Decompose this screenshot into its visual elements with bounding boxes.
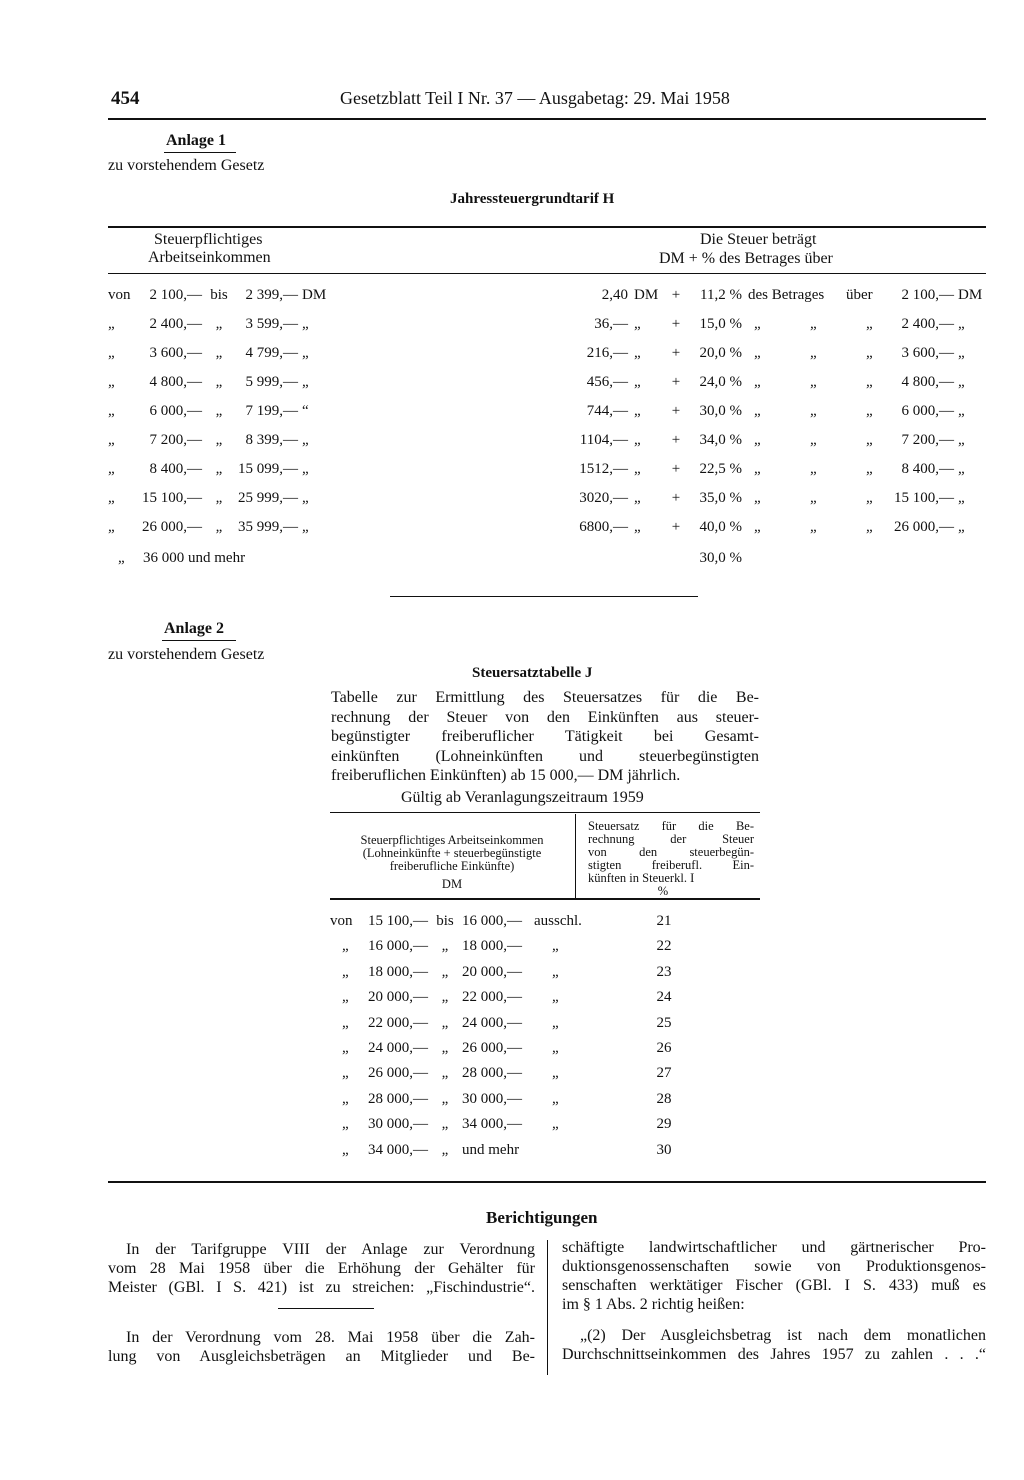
berichtigung-left-p2 [108, 1328, 535, 1366]
tarif-h-cell-q2: „ [810, 490, 817, 506]
tarif-h-cell-to: 2 399,— [245, 287, 298, 303]
anlage2-title: Anlage 2 [164, 620, 224, 637]
tarif-h-cell-over: 15 100,— [894, 490, 954, 506]
table-j-top-rule [330, 812, 760, 813]
tarif-h-cell-pre: „ [108, 374, 115, 390]
tarif-h-cell-to: 3 599,— [245, 316, 298, 332]
steuersatz-j-cell-tail: „ [552, 1014, 559, 1031]
anlage2-description [331, 688, 759, 786]
text-line: In der Tarifgruppe VIII der Anlage zur Verordnung [126, 1241, 535, 1258]
tarif-h-cell-over: 26 000,— [894, 519, 954, 535]
steuersatz-j-cell-rate: 21 [656, 913, 672, 929]
tarif-h-cell-base: 6800,— [579, 519, 628, 535]
tarif-h-cell-q3: „ [866, 461, 873, 477]
steuersatz-j-cell-tail: „ [552, 938, 559, 955]
col-head-line: (Lohneinkünfte + steuerbegünstigte [362, 846, 542, 860]
steuersatz-j-cell-from: 20 000,— [368, 989, 428, 1006]
steuersatz-j-cell-from: 30 000,— [368, 1116, 428, 1133]
tarif-h-cell-pre: „ [108, 345, 115, 361]
tarif-h-cell-to: 15 099,— [238, 461, 298, 477]
tarif-h-cell-unit: „ [302, 316, 309, 332]
tarif-h-cell-from: 4 800,— [149, 374, 202, 390]
tarif-h-cell-base: 744,— [586, 403, 628, 419]
steuersatz-j-cell-pre: „ [342, 1014, 349, 1031]
steuersatz-j-cell-pre: von [330, 913, 353, 929]
col-head-line: Steuerpflichtiges Arbeitseinkommen [360, 833, 544, 847]
tarif-h-cell-sep: „ [215, 345, 223, 361]
tarif-h-cell-pre: „ [108, 519, 115, 535]
tarif-h-cell-plus: + [671, 345, 681, 361]
text-line: Durchschnittseinkommen des Jahres 1957 zu zahlen . . .“ [562, 1346, 986, 1363]
col-head-line: DM [441, 877, 463, 891]
tarif-h-cell-from: 2 400,— [149, 316, 202, 332]
tarif-h-cell-pct: 30,0 % [699, 403, 742, 419]
steuersatz-j-cell-from: 16 000,— [368, 938, 428, 955]
description-line: Tabelle zur Ermittlung des Steuersatzes für die Be- [331, 689, 759, 706]
tarif-h-cell-ounit: „ [958, 374, 965, 390]
steuersatz-j-cell-rate: 30 [656, 1141, 672, 1158]
tarif-h-cell-unit: „ [302, 519, 309, 535]
tarif-h-cell-from: 26 000,— [142, 519, 202, 535]
tarif-h-cell-q3: „ [866, 374, 873, 390]
tarif-h-cell-plus: + [671, 461, 681, 477]
tarif-h-cell-unit: „ [302, 374, 309, 390]
steuersatz-j-cell-rate: 22 [656, 938, 672, 955]
steuersatz-j-cell-tail: „ [552, 1040, 559, 1056]
tarif-h-cell-q2: „ [810, 403, 817, 419]
berichtigungen-title: Berichtigungen [486, 1208, 598, 1227]
steuersatz-j-cell-to: 34 000,— [462, 1116, 522, 1133]
steuersatz-j-cell-rate: 26 [656, 1040, 672, 1056]
steuersatz-j-cell-sep: „ [441, 1014, 449, 1031]
steuersatz-j-cell-pre: „ [342, 989, 349, 1006]
text-line: senschaften werktätiger Fischer (GBl. I S. 433) muß es [562, 1277, 986, 1294]
tarif-h-cell-to: 5 999,— [245, 374, 298, 390]
tarif-h-cell-q1: des Betrages [748, 287, 825, 303]
tarif-h-cell-pct: 40,0 % [699, 519, 742, 535]
tarif-h-cell-pct: 15,0 % [699, 316, 742, 332]
tarif-h-cell-ounit: „ [958, 519, 965, 535]
steuersatz-j-cell-rate: 29 [656, 1116, 672, 1133]
tarif-h-cell-plus: + [671, 374, 681, 390]
berichtigungen-top-rule [108, 1181, 986, 1183]
validity-note: Gültig ab Veranlagungszeitraum 1959 [401, 789, 644, 806]
tarif-h-cell-pre: „ [108, 490, 115, 506]
tarif-h-cell-base: 36,— [594, 316, 628, 332]
steuersatz-j-cell-tail: „ [552, 963, 559, 980]
tarif-h-cell-from: 3 600,— [149, 345, 202, 361]
anlage1-title: Anlage 1 [166, 132, 226, 149]
tarif-h-cell-dm: „ [634, 519, 641, 535]
description-line: freiberuflichen Einkünften) ab 15 000,— DM jährlich. [331, 767, 681, 785]
tarif-h-cell-over: 6 000,— [901, 403, 954, 419]
tarif-h-cell-dm: DM [634, 287, 659, 303]
steuersatz-j-cell-pre: „ [342, 938, 349, 955]
tarif-h-cell-base: 456,— [586, 374, 628, 390]
table-j-col-divider [575, 814, 576, 898]
steuersatz-j-cell-rate: 28 [656, 1090, 672, 1107]
table-j-head-rule [330, 898, 760, 900]
table-j-col-head-right [588, 820, 754, 898]
steuersatz-j-cell-sep: „ [441, 1141, 449, 1158]
table-h-head-rule [108, 273, 986, 274]
tarif-h-cell-pre: „ [108, 403, 115, 419]
tarif-h-cell-q3: „ [866, 490, 873, 506]
steuersatz-j-cell-rate: 25 [656, 1014, 672, 1031]
tarif-h-cell-ounit: „ [958, 432, 965, 448]
steuersatz-j-cell-tail: „ [552, 1116, 559, 1133]
text-line: duktionsgenossenschaften sowie von Produktionsgenos- [562, 1258, 986, 1275]
table-j-col-head-left [334, 834, 570, 891]
tarif-h-cell-dm: „ [634, 432, 641, 448]
text-line: im § 1 Abs. 2 richtig heißen: [562, 1296, 745, 1313]
steuersatz-j-cell-from: 34 000,— [368, 1141, 428, 1158]
anlage2-table-title: Steuersatztabelle J [472, 665, 593, 681]
steuersatz-j-cell-to: 24 000,— [462, 1014, 522, 1031]
tarif-h-cell-from: 7 200,— [149, 432, 202, 448]
tarif-h-cell-q3: „ [866, 316, 873, 332]
description-line: begünstigter freiberuflicher Tätigkeit bei Gesamt- [331, 728, 759, 746]
tarif-h-cell-q3: „ [866, 403, 873, 419]
text-line: vom 28 Mai 1958 über die Erhöhung der Gehälter für [108, 1260, 535, 1277]
tarif-h-cell-q2: „ [810, 461, 817, 477]
steuersatz-j-cell-pre: „ [342, 1065, 349, 1082]
tarif-h-cell-pct: 24,0 % [699, 374, 742, 390]
tarif-h-cell-q2: „ [810, 374, 817, 390]
tarif-h-cell-q3: „ [866, 519, 873, 535]
tarif-h-cell-over: 3 600,— [901, 345, 954, 361]
steuersatz-j-cell-from: 18 000,— [368, 963, 428, 980]
tarif-h-cell-q1: „ [754, 345, 761, 361]
tarif-h-cell-pct: 35,0 % [699, 490, 742, 506]
tarif-h-cell-base: 1512,— [579, 461, 628, 477]
col-head-left-2: Arbeitseinkommen [148, 249, 271, 266]
tarif-h-cell-q1: „ [754, 374, 761, 390]
anlage1-subtitle: zu vorstehendem Gesetz [108, 157, 265, 174]
steuersatz-j-cell-from: 28 000,— [368, 1090, 428, 1107]
tarif-h-cell-over: 2 100,— [901, 287, 954, 303]
text-line: schäftigte landwirtschaftlicher und gärtnerischer Pro- [562, 1239, 986, 1256]
col-head-right-2: DM + % des Betrages über [659, 250, 833, 267]
tarif-h-cell-to: 25 999,— [238, 490, 298, 506]
text-line: lung von Ausgleichsbeträgen an Mitglieder und Be- [108, 1348, 535, 1365]
tarif-h-cell-sep: „ [215, 374, 223, 390]
steuersatz-j-cell-sep: „ [441, 963, 449, 980]
tarif-h-cell-q1: „ [754, 403, 761, 419]
tarif-h-cell-base: 216,— [586, 345, 628, 361]
tarif-h-cell-ounit: „ [958, 316, 965, 332]
tarif-h-cell-to: 7 199,— [245, 403, 298, 419]
tarif-h-cell-unit: „ [302, 461, 309, 477]
steuersatz-j-cell-sep: „ [441, 989, 449, 1006]
col-head-line: stigten freiberufl. Ein- [588, 858, 754, 872]
steuersatz-j-cell-to: und mehr [462, 1141, 520, 1158]
col-head-left-1: Steuerpflichtiges [154, 231, 263, 248]
berichtigung-left-p1 [108, 1240, 535, 1297]
tarif-h-cell-sep: „ [215, 519, 223, 535]
col-head-line: von den steuerbegün- [588, 845, 754, 859]
steuersatz-j-cell-pre: „ [342, 1090, 349, 1107]
tarif-h-cell-q3: „ [866, 345, 873, 361]
col-head-right-1: Die Steuer beträgt [700, 231, 817, 248]
tarif-h-cell-plus: + [671, 490, 681, 506]
berichtigung-divider [278, 1308, 374, 1309]
description-line: rechnung der Steuer von den Einkünften aus steuer- [331, 708, 759, 726]
tarif-h-cell-q3: „ [866, 432, 873, 448]
tarif-h-cell-base: 1104,— [579, 432, 628, 448]
tarif-h-cell-over: 8 400,— [901, 461, 954, 477]
col-head-line: % [657, 884, 669, 898]
steuersatz-j-cell-sep: „ [441, 938, 449, 955]
tarif-h-cell-dm: „ [634, 374, 641, 390]
section-divider [390, 596, 698, 597]
tarif-h-cell-ounit: „ [958, 403, 965, 419]
steuersatz-j-cell-pre: „ [342, 1141, 349, 1158]
tarif-h-cell-ounit: „ [958, 345, 965, 361]
steuersatz-j-cell-to: 16 000,— [462, 913, 522, 929]
tarif-h-cell-q1: „ [754, 432, 761, 448]
text-line: „(2) Der Ausgleichsbetrag ist nach dem monatlichen [580, 1327, 986, 1344]
steuersatz-j-cell-to: 20 000,— [462, 963, 522, 980]
tarif-h-cell-from: 6 000,— [149, 403, 202, 419]
col-head-line: Steuersatz für die Be- [588, 819, 754, 833]
tarif-h-cell-over: 4 800,— [901, 374, 954, 390]
steuersatz-j-cell-to: 26 000,— [462, 1040, 522, 1056]
tarif-h-cell-to: 8 399,— [245, 432, 298, 448]
tarif-h-cell-from: 15 100,— [142, 490, 202, 506]
table-h-top-rule [108, 226, 986, 228]
running-title: Gesetzblatt Teil I Nr. 37 — Ausgabetag: 29. Mai 1958 [340, 88, 730, 108]
tarif-h-cell-q1: „ [754, 490, 761, 506]
tarif-h-cell-pre: „ [108, 461, 115, 477]
tarif-h-cell-sep: „ [215, 316, 223, 332]
tarif-h-cell-pct: 34,0 % [699, 432, 742, 448]
steuersatz-j-cell-to: 30 000,— [462, 1090, 522, 1107]
col-head-line: rechnung der Steuer [588, 832, 754, 846]
tarif-h-cell-dm: „ [634, 345, 641, 361]
tarif-h-last-pre: „ [118, 550, 125, 566]
steuersatz-j-cell-pre: „ [342, 963, 349, 980]
tarif-h-cell-pre: von [108, 287, 131, 303]
steuersatz-j-cell-sep: bis [436, 913, 454, 929]
tarif-h-cell-ounit: DM [958, 287, 983, 303]
tarif-h-cell-plus: + [671, 316, 681, 332]
tarif-h-cell-plus: + [671, 287, 681, 303]
steuersatz-j-cell-to: 22 000,— [462, 989, 522, 1006]
tarif-h-cell-from: 8 400,— [149, 461, 202, 477]
tarif-h-cell-pre: „ [108, 316, 115, 332]
steuersatz-j-cell-from: 24 000,— [368, 1040, 428, 1056]
tarif-h-cell-dm: „ [634, 403, 641, 419]
tarif-h-cell-ounit: „ [958, 490, 965, 506]
tarif-h-cell-dm: „ [634, 461, 641, 477]
steuersatz-j-cell-sep: „ [441, 1040, 449, 1056]
steuersatz-j-cell-tail: ausschl. [534, 913, 582, 929]
tarif-h-cell-q2: über [846, 287, 873, 303]
tarif-h-cell-q1: „ [754, 316, 761, 332]
tarif-h-last-text: 36 000 und mehr [143, 550, 246, 566]
tarif-h-cell-unit: “ [302, 403, 309, 419]
tarif-h-cell-q2: „ [810, 316, 817, 332]
anlage2-title-underline [162, 640, 236, 641]
tarif-h-cell-q1: „ [754, 519, 761, 535]
steuersatz-j-cell-tail: „ [552, 1090, 559, 1107]
tarif-h-cell-ounit: „ [958, 461, 965, 477]
tarif-h-cell-q1: „ [754, 461, 761, 477]
tarif-h-cell-from: 2 100,— [149, 287, 202, 303]
berichtigung-right-p2 [562, 1326, 986, 1364]
tarif-h-last-pct: 30,0 % [699, 550, 742, 566]
steuersatz-j-cell-from: 22 000,— [368, 1014, 428, 1031]
tarif-h-cell-unit: „ [302, 432, 309, 448]
tarif-h-cell-sep: „ [215, 432, 223, 448]
tarif-h-cell-q2: „ [810, 432, 817, 448]
tarif-h-cell-plus: + [671, 432, 681, 448]
tarif-h-cell-sep: „ [215, 490, 223, 506]
steuersatz-j-cell-to: 18 000,— [462, 938, 522, 955]
steuersatz-j-cell-pre: „ [342, 1116, 349, 1133]
tarif-h-cell-unit: „ [302, 345, 309, 361]
tarif-h-cell-over: 2 400,— [901, 316, 954, 332]
tarif-h-cell-unit: DM [302, 287, 327, 303]
steuersatz-j-cell-tail: „ [552, 989, 559, 1006]
text-line: Meister (GBl. I S. 421) ist zu streichen: „Fischindustrie“. [108, 1279, 535, 1296]
tarif-h-cell-dm: „ [634, 316, 641, 332]
col-head-line: freiberufliche Einkünfte) [389, 859, 515, 873]
tarif-h-cell-q2: „ [810, 345, 817, 361]
tarif-h-cell-pct: 20,0 % [699, 345, 742, 361]
tarif-h-cell-pct: 11,2 % [700, 287, 742, 303]
tarif-h-cell-sep: „ [215, 461, 223, 477]
tarif-h-cell-plus: + [671, 403, 681, 419]
text-line: In der Verordnung vom 28. Mai 1958 über die Zah- [126, 1329, 535, 1346]
tarif-h-cell-pre: „ [108, 432, 115, 448]
page-number: 454 [111, 88, 140, 109]
berichtigung-right-p1 [562, 1238, 986, 1314]
tarif-h-cell-to: 4 799,— [245, 345, 298, 361]
tarif-h-cell-over: 7 200,— [901, 432, 954, 448]
steuersatz-j-cell-from: 26 000,— [368, 1065, 428, 1082]
steuersatz-j-cell-pre: „ [342, 1040, 349, 1056]
tarif-h-cell-unit: „ [302, 490, 309, 506]
tarif-h-cell-sep: bis [210, 287, 228, 303]
tarif-h-cell-dm: „ [634, 490, 641, 506]
steuersatz-j-cell-rate: 23 [656, 963, 672, 980]
steuersatz-j-cell-tail: „ [552, 1065, 559, 1082]
column-divider [547, 1240, 548, 1375]
steuersatz-j-cell-sep: „ [441, 1116, 449, 1133]
steuersatz-j-cell-rate: 27 [656, 1065, 672, 1082]
tarif-h-cell-sep: „ [215, 403, 223, 419]
tarif-h-cell-plus: + [671, 519, 681, 535]
tarif-h-cell-base: 3020,— [579, 490, 628, 506]
header-rule [108, 118, 986, 120]
steuersatz-j-cell-sep: „ [441, 1065, 449, 1082]
tarif-h-cell-base: 2,40 [601, 287, 628, 303]
tarif-h-cell-to: 35 999,— [238, 519, 298, 535]
steuersatz-j-cell-sep: „ [441, 1090, 449, 1107]
steuersatz-j-cell-rate: 24 [656, 989, 672, 1006]
anlage1-title-underline [164, 152, 236, 153]
description-line: einkünften (Lohneinkünften und steuerbegünstigten [331, 747, 759, 765]
steuersatz-j-cell-to: 28 000,— [462, 1065, 522, 1082]
steuersatz-j-cell-from: 15 100,— [368, 913, 428, 929]
tarif-h-cell-q2: „ [810, 519, 817, 535]
col-head-line: künften in Steuerkl. I [588, 871, 695, 885]
anlage2-subtitle: zu vorstehendem Gesetz [108, 646, 265, 663]
anlage1-table-title: Jahressteuergrundtarif H [450, 191, 615, 207]
tarif-h-cell-pct: 22,5 % [699, 461, 742, 477]
